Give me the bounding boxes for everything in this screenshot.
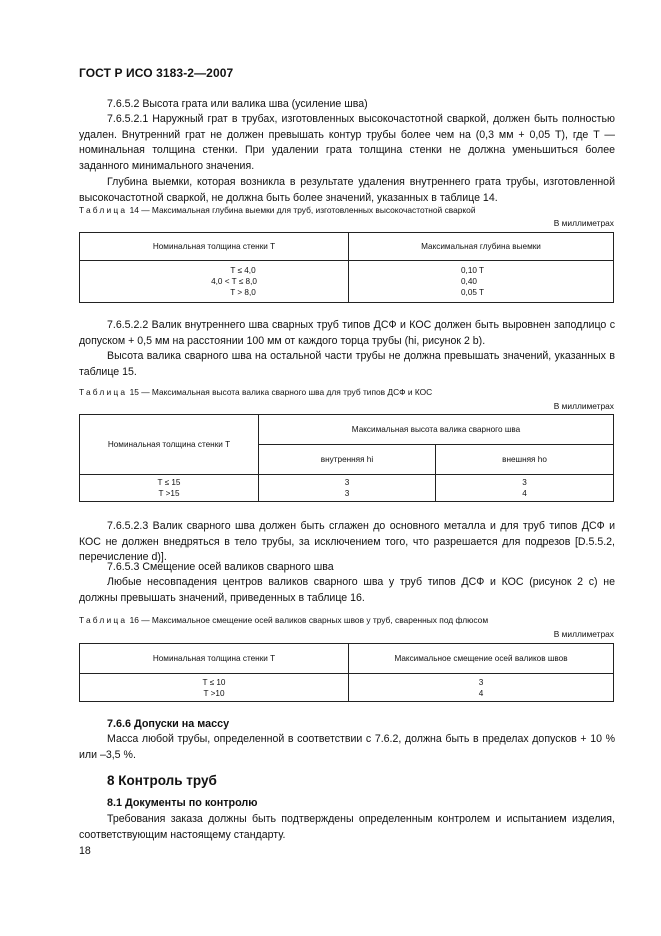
groove-depth-text: Глубина выемки, которая возникла в результате удаления внутреннего грата трубы, изготовленной высокочастотной сваркой, не должна быть более значений, указанных в таблице 14. (79, 176, 615, 204)
weld-height-text: Высота валика сварного шва на остальной части трубы не должна превышать значений, указанных в таблице 15. (79, 350, 615, 378)
table14-col2-header: Максимальная глубина выемки (349, 233, 614, 261)
table16-col2-header: Максимальное смещение осей валиков швов (349, 644, 614, 674)
section-76521-text: 7.6.5.2.1 Наружный грат в трубах, изготовленных высокочастотной сваркой, должен быть полностью удален. Внутренний грат не должен превышать контур трубы более чем на (0,3 мм + 0,05 T), где T — номинальная толщина стенки. При удалении грата толщина стенки не должна уменьшиться более заданного минимального значения. (79, 113, 615, 172)
table14-col1-header: Номинальная толщина стенки T (80, 233, 349, 261)
inspection-docs-text: Требования заказа должны быть подтверждены определенным контролем и испытанием изделия, соответствующим настоящему стандарту. (79, 813, 615, 841)
table15-inner-cell: 3 3 (259, 475, 436, 502)
table16-thickness-cell: T ≤ 10 T >10 (80, 674, 349, 702)
section-8-title: 8 Контроль труб (107, 773, 217, 788)
table-row (80, 475, 614, 502)
page-number: 18 (79, 845, 91, 857)
table-14 (79, 232, 614, 303)
table-15 (79, 414, 614, 502)
table16-label: Таблица (79, 615, 128, 625)
offset-text: Любые несовпадения центров валиков сварного шва у труб типов ДСФ и КОС (рисунок 2 c) не должны превышать значений, приведенных в таблице 16. (79, 576, 615, 604)
table15-thickness-cell: T ≤ 15 T >15 (80, 475, 259, 502)
section-76522-text: 7.6.5.2.2 Валик внутреннего шва сварных труб типов ДСФ и КОС должен быть выровнен заподлицо с допуском + 0,5 мм на расстоянии 100 мм от каждого торца трубы (hi, рисунок 2 b). (79, 319, 615, 347)
table-16 (79, 643, 614, 702)
table15-sub1-header: внутренняя hi (259, 445, 436, 475)
section-7652-title: 7.6.5.2 Высота грата или валика шва (усиление шва) (107, 98, 368, 110)
table14-units: В миллиметрах (553, 218, 614, 228)
table15-title: 15 — Максимальная высота валика сварного шва для труб типов ДСФ и КОС (129, 387, 433, 397)
table15-col1-header: Номинальная толщина стенки T (80, 415, 259, 475)
table14-thickness-cell: T ≤ 4,0 4,0 < T ≤ 8,0 T > 8,0 (80, 261, 349, 303)
section-81-title: 8.1 Документы по контролю (107, 797, 258, 809)
table15-label: Таблица (79, 387, 128, 397)
document-header: ГОСТ Р ИСО 3183-2—2007 (79, 66, 234, 80)
table15-header-row (80, 415, 614, 445)
table-row (80, 674, 614, 702)
table14-header-row (80, 233, 614, 261)
table15-outer-cell: 3 4 (436, 475, 614, 502)
section-7653-title: 7.6.5.3 Смещение осей валиков сварного шва (107, 561, 334, 573)
table15-caption (79, 387, 432, 397)
mass-tolerance-text: Масса любой трубы, определенной в соответствии с 7.6.2, должна быть в пределах допусков + 10 % или –3,5 %. (79, 733, 615, 761)
section-76523-text: 7.6.5.2.3 Валик сварного шва должен быть сглажен до основного металла и для труб типов ДСФ и КОС не должен внедряться в тело трубы, за исключением того, что разрешается для подрезов [D.5.5.2, перечисление d)]. (79, 520, 615, 563)
table15-units: В миллиметрах (553, 401, 614, 411)
table16-units: В миллиметрах (553, 629, 614, 639)
table14-label: Таблица (79, 205, 128, 215)
table16-header-row (80, 644, 614, 674)
table16-title: 16 — Максимальное смещение осей валиков сварных швов у труб, сваренных под флюсом (129, 615, 489, 625)
table15-col2-header: Максимальная высота валика сварного шва (259, 415, 614, 445)
table16-caption (79, 615, 488, 625)
table15-sub2-header: внешняя ho (436, 445, 614, 475)
table16-offset-cell: 3 4 (349, 674, 614, 702)
table14-depth-cell: 0,10 T 0,40 0,05 T (349, 261, 614, 303)
table16-col1-header: Номинальная толщина стенки T (80, 644, 349, 674)
table14-title: 14 — Максимальная глубина выемки для труб, изготовленных высокочастотной сваркой (129, 205, 476, 215)
table14-caption (79, 205, 476, 215)
section-766-title: 7.6.6 Допуски на массу (107, 718, 230, 730)
table-row (80, 261, 614, 303)
